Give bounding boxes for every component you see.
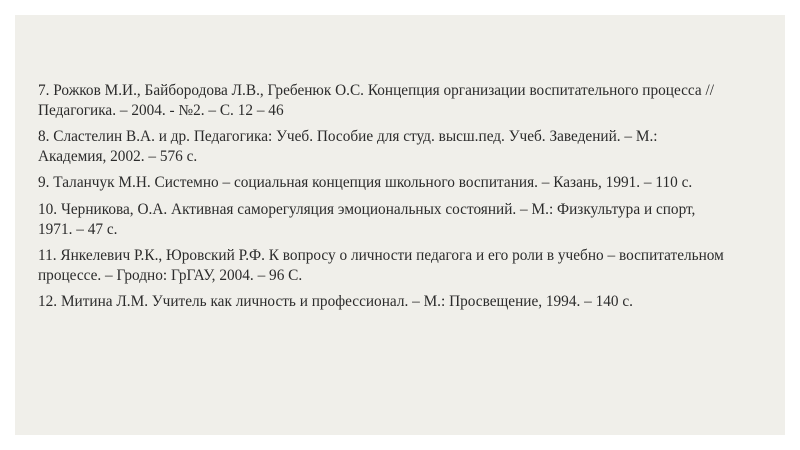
reference-list [38, 81, 728, 319]
reference-item: 8. Сластелин В.А. и др. Педагогика: Учеб. Пособие для студ. высш.пед. Учеб. Заведений. – М.: Академия, 2002. – 576 с. [38, 128, 658, 165]
slide [15, 15, 785, 435]
reference-item: 11. Янкелевич Р.К., Юровский Р.Ф. К вопросу о личности педагога и его роли в учебно – воспитательном процессе. – Гродно: ГрГАУ, 2004. – 96 С. [38, 247, 724, 284]
reference-item: 7. Рожков М.И., Байбородова Л.В., Гребенюк О.С. Концепция организации воспитательного процесса // Педагогика. – 2004. - №2. – С. 12 – 46 [38, 82, 715, 119]
reference-item: 12. Митина Л.М. Учитель как личность и профессионал. – М.: Просвещение, 1994. – 140 с. [38, 293, 633, 311]
reference-item: 9. Таланчук М.Н. Системно – социальная концепция школьного воспитания. – Казань, 1991. – 110 с. [38, 174, 693, 192]
reference-item: 10. Черникова, О.А. Активная саморегуляция эмоциональных состояний. – М.: Физкультура и спорт, 1971. – 47 с. [38, 200, 696, 238]
